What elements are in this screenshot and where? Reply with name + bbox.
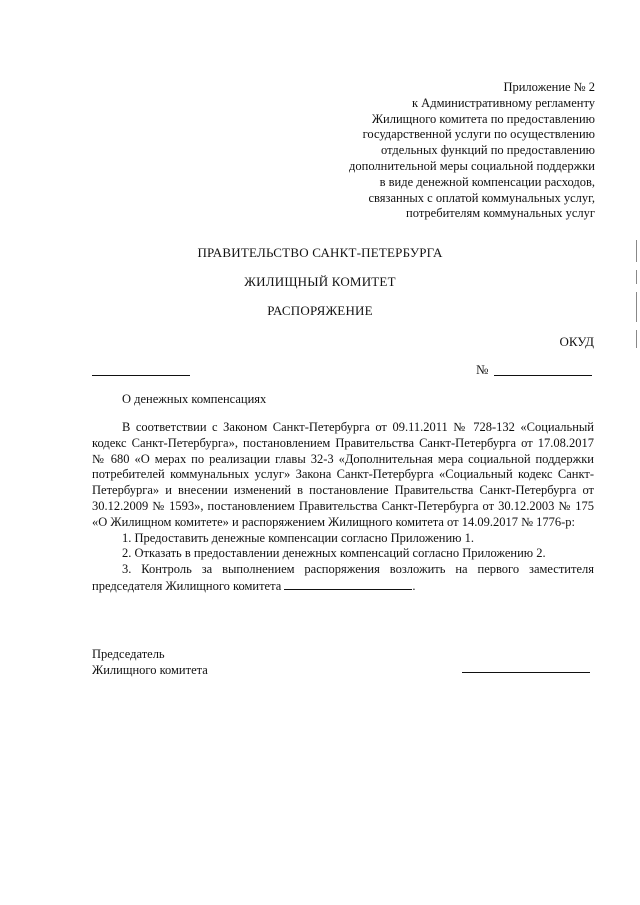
order-item: 2. Отказать в предоставлении денежных компенсаций согласно Приложению 2. <box>122 546 546 561</box>
appendix-line: к Административному регламенту <box>411 95 595 110</box>
signature-title: Председатель <box>92 647 165 661</box>
appendix-line: дополнительной меры социальной поддержки <box>349 158 595 173</box>
committee-title: ЖИЛИЩНЫЙ КОМИТЕТ <box>244 274 396 289</box>
appendix-line: связанных с оплатой коммунальных услуг, <box>368 190 595 205</box>
signature-block <box>92 646 208 678</box>
appendix-line: Жилищного комитета по предоставлению <box>371 111 595 126</box>
date-line <box>92 375 190 376</box>
order-item-3-text: 3. Контроль за выполнением распоряжения возложить на первого заместителя председателя Жилищного комитета <box>92 562 594 593</box>
subject: О денежных компенсациях <box>122 392 267 406</box>
government-title: ПРАВИТЕЛЬСТВО САНКТ-ПЕТЕРБУРГА <box>197 245 443 260</box>
order-item <box>92 562 594 595</box>
appendix-line: отдельных функций по предоставлению <box>381 143 595 158</box>
signature-line <box>462 672 590 673</box>
document-type: РАСПОРЯЖЕНИЕ <box>267 303 373 318</box>
appendix-line: государственной услуги по осуществлению <box>362 127 595 142</box>
order-item-3-end: . <box>412 578 416 593</box>
appendix-header <box>300 80 595 222</box>
okud-label: ОКУД <box>559 334 594 349</box>
deputy-name-blank <box>284 578 412 590</box>
order-item: 1. Предоставить денежные компенсации согласно Приложению 1. <box>122 530 475 545</box>
number-label: № <box>476 362 489 377</box>
number-line <box>494 375 592 376</box>
signature-committee: Жилищного комитета <box>92 663 208 677</box>
appendix-line: потребителям коммунальных услуг <box>406 206 595 221</box>
appendix-line: в виде денежной компенсации расходов, <box>379 174 595 189</box>
appendix-line: Приложение № 2 <box>503 80 595 94</box>
scan-edge-marks <box>636 240 638 356</box>
order-body <box>92 420 594 595</box>
preamble: В соответствии с Законом Санкт-Петербурга от 09.11.2011 № 728-132 «Социальный кодекс Санкт-Петербурга», постановлением Правительства Санкт-Петербурга от 17.08.2017 № 680 «О мерах по реализации главы 32-3 «Дополнительная мера социальной поддержки потребителей коммунальных услуг» Закона Санкт-Петербурга «Социальный кодекс Санкт-Петербурга» и внесении изменений в постановление Правительства Санкт-Петербурга от 30.12.2009 № 1593», постановлением Правительства Санкт-Петербурга от 30.12.2003 № 175 «О Жилищном комитете» и распоряжением Жилищного комитета от 14.09.2017 № 1776-р: <box>92 420 594 529</box>
